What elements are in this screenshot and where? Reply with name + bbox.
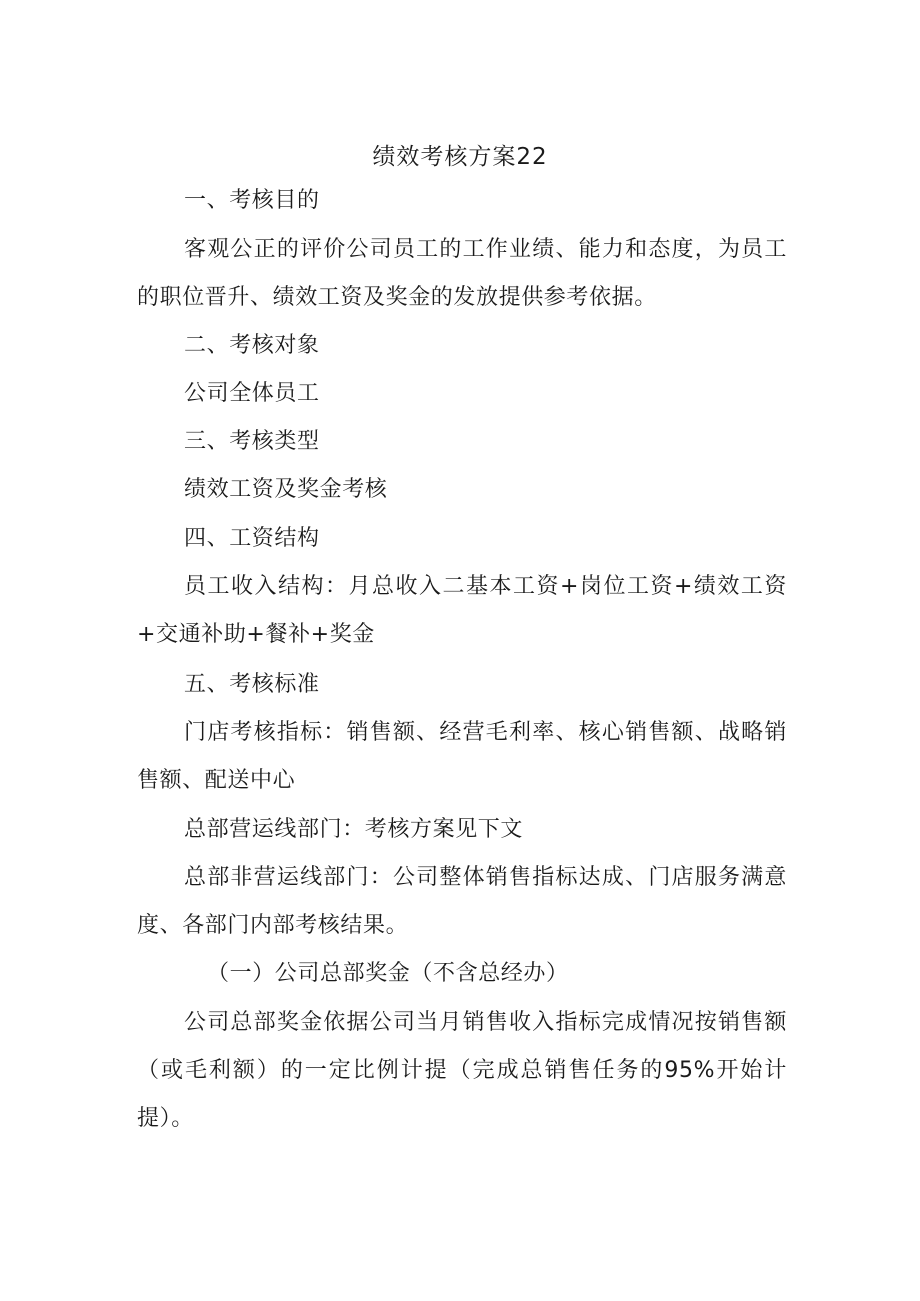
paragraph-assessment-target: 公司全体员工 — [184, 381, 320, 406]
subheading-headquarters-bonus: （一）公司总部奖金（不含总经办） — [207, 961, 569, 986]
document-title: 绩效考核方案22 — [372, 144, 548, 170]
heading-assessment-type: 三、考核类型 — [184, 429, 320, 454]
paragraph-assessment-type: 绩效工资及奖金考核 — [184, 477, 388, 502]
heading-salary-structure: 四、工资结构 — [184, 526, 320, 551]
paragraph-headquarters-bonus: 公司总部奖金依据公司当月销售收入指标完成情况按销售额（或毛利额）的一定比例计提（完成总销售任务的95%开始计提）。 — [137, 1010, 787, 1131]
paragraph-operations-departments: 总部营运线部门：考核方案见下文 — [184, 817, 524, 842]
heading-assessment-standard: 五、考核标准 — [184, 672, 320, 697]
paragraph-store-indicators: 门店考核指标：销售额、经营毛利率、核心销售额、战略销售额、配送中心 — [137, 720, 787, 793]
paragraph-non-operations-departments: 总部非营运线部门：公司整体销售指标达成、门店服务满意度、各部门内部考核结果。 — [137, 865, 787, 938]
paragraph-assessment-purpose: 客观公正的评价公司员工的工作业绩、能力和态度，为员工的职位晋升、绩效工资及奖金的发放提供参考依据。 — [137, 237, 787, 310]
heading-assessment-target: 二、考核对象 — [184, 333, 320, 358]
paragraph-salary-structure: 员工收入结构：月总收入二基本工资+岗位工资+绩效工资+交通补助+餐补+奖金 — [137, 574, 787, 647]
heading-assessment-purpose: 一、考核目的 — [184, 188, 320, 213]
